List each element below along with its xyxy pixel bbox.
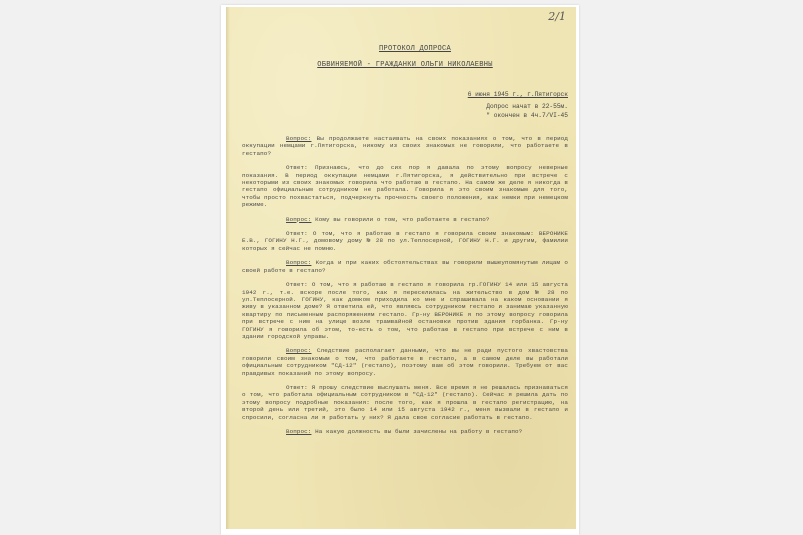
paragraph-label: Ответ: [286, 383, 308, 391]
document-page [226, 7, 576, 529]
paragraph-text: О том, что я работаю в гестапо я говорила гр.ГОГИНУ 14 или 15 августа 1942 г., т.е. вскоре после того, как я переселилась на жительство в дом № 28 по ул.Теплосерной. ГОГИНУ, как домком приходила ко мне и спрашивала на каком основании я живу в указанном доме? Я ответила ей, что являюсь сотрудником гестапо и занимаю указанную квартиру по письменным распоряжениям гестапо. Гр-ну ВЕРОНИКЕ я по этому вопросу говорила при встрече с ним на улице возле трамвайной остановки против здания горбанка. Гр-ну ГОГИНУ я говорила об этом, то-есть о том, что работаю в гестапо при встрече с ним в здании городской управы. [242, 281, 568, 340]
paragraph-label: Вопрос: [286, 215, 312, 223]
paragraph [242, 347, 568, 377]
start-time: Допрос начат в 22-55м. [486, 103, 568, 110]
paragraph-label: Вопрос: [286, 135, 312, 142]
paragraph-text: Следствие располагает данными, что вы не ради пустого хвастовства говорили своим знакомым о том, что работаете в гестапо, а в самом деле вы работали официальным сотрудником "СД-12" (гестапо), поэтому вам об этом говорили. Требуем от вас правдивых показаний по этому вопросу. [242, 347, 568, 377]
page-number: 2/1 [548, 10, 566, 23]
paragraph-label: Ответ: [286, 281, 308, 289]
paragraph-text: Кому вы говорили о том, что работаете в гестапо? [311, 215, 490, 223]
paragraph [242, 230, 568, 252]
paragraph-label: Вопрос: [286, 347, 312, 355]
paragraph-text: О том, что я работаю в гестапо я говорила своим знакомым: ВЕРОНИКЕ Е.В., ГОГИНУ Н.Г., домовому дому № 28 по ул.Теплосерной, ГОГИНУ Н.Г. и другим, фамилии которых я сейчас не помню. [242, 230, 568, 252]
end-time: " окончен в 4ч.7/VI-45 [486, 112, 568, 119]
paragraph [242, 281, 568, 340]
document-body [242, 135, 568, 442]
paragraph [242, 135, 568, 157]
paragraph-text: Я прошу следствие выслушать меня. Все время я не решалась признаваться о том, что работала официальным сотрудником в "СД-12" (гестапо). Сейчас я решила дать по этому вопросу подробные показания: после того, как я прошла в гестапо регистрацию, на второй день или третий, это было 14 или 15 августа 1942 г., меня вызвали в гестапо и спросили, согласна ли я работать у них? Я дала свое согласие работать в гестапо. [242, 383, 568, 421]
paragraph-label: Вопрос: [286, 259, 312, 267]
paragraph-label: Ответ: [286, 230, 308, 238]
document-subtitle: ОБВИНЯЕМОЙ - ГРАЖДАНКИ ОЛЬГИ НИКОЛАЕВНЫ [317, 61, 493, 69]
paragraph-text: Когда и при каких обстоятельствах вы говорили вышеупомянутым лицам о своей работе в гестапо? [242, 259, 568, 274]
document-title: ПРОТОКОЛ ДОПРОСА [378, 45, 451, 53]
paper-edge [226, 7, 230, 529]
paragraph-label: Ответ: [286, 164, 308, 172]
paragraph [242, 384, 568, 421]
paragraph-text: Признаюсь, что до сих пор я давала по этому вопросу неверные показания. В период оккупации немцами г.Пятигорска, я действительно при встрече с некоторыми из своих знакомых говорила что работаю в гестапо. На самом же деле я никогда в гестапо официальным сотрудником не работала. Говорила я это своим знакомым для того, чтобы просто похвастаться, подчеркнуть прочность своего положения, как немки при немецком режиме. [242, 164, 568, 209]
date-place: 6 июня 1945 г., г.Пятигорск [467, 91, 568, 98]
paragraph [242, 216, 568, 223]
paragraph [242, 259, 568, 274]
paragraph-text: На какую должность вы были зачислены на работу в гестапо? [311, 428, 523, 435]
paragraph [242, 164, 568, 208]
paragraph-label: Вопрос: [286, 428, 312, 435]
paragraph-text: Вы продолжаете настаивать на своих показаниях о том, что в период оккупации немцами г.Пятигорска, никому из своих знакомых не говорили, что работаете в гестапо? [242, 135, 568, 157]
paragraph [242, 428, 568, 435]
